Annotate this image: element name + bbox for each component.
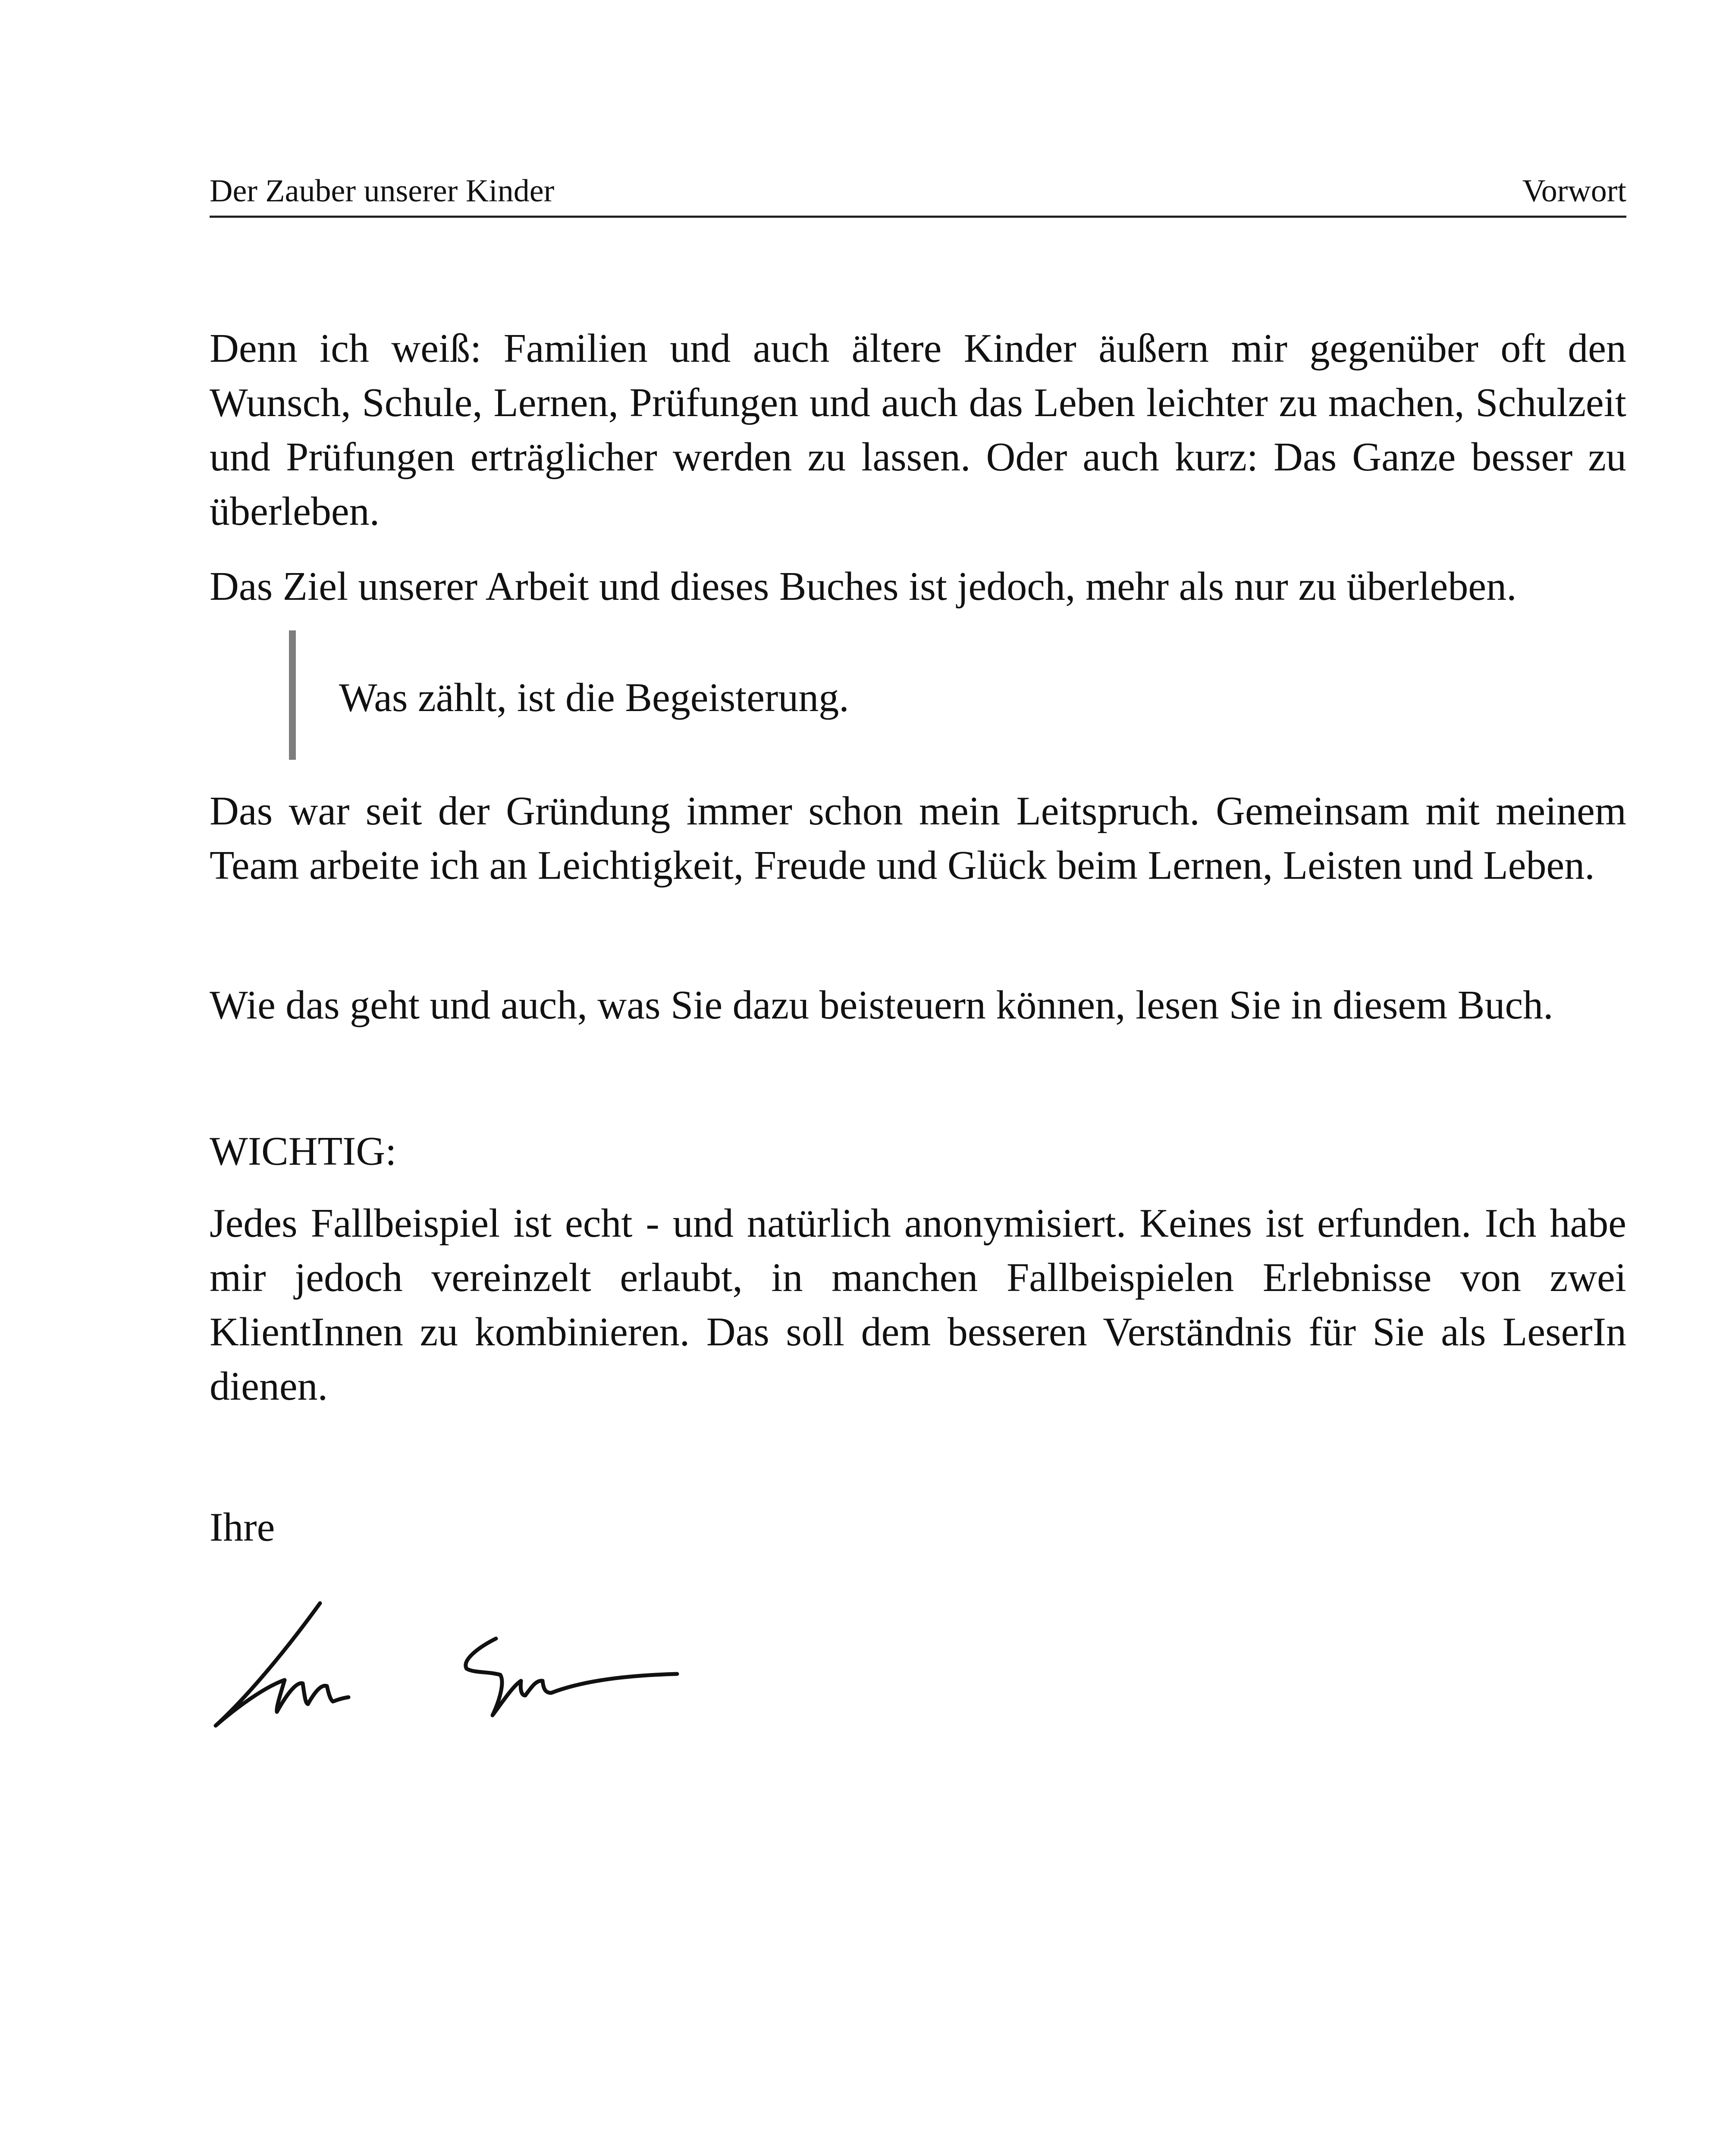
header-chapter: Vorwort bbox=[1522, 173, 1626, 209]
block-quote: Was zählt, ist die Begeisterung. bbox=[339, 675, 849, 720]
paragraph-goal: Das Ziel unserer Arbeit und dieses Buches ist jedoch, mehr als nur zu überleben. bbox=[210, 564, 1517, 609]
running-header bbox=[210, 168, 1626, 218]
quote-bar bbox=[289, 630, 296, 760]
important-heading: WICHTIG: bbox=[210, 1129, 397, 1174]
paragraph-intro: Denn ich weiß: Familien und auch ältere Kinder äußern mir gegenüber oft den Wunsch, Schule, Lernen, Prüfungen und auch das Leben leichter zu machen, Schulzeit und Prüfungen erträglicher werden zu lassen. Oder auch kurz: Das Ganze besser zu überleben. bbox=[210, 326, 1626, 534]
closing-salutation: Ihre bbox=[210, 1505, 275, 1550]
paragraph-case-examples: Jedes Fallbeispiel ist echt - und natürlich anonymisiert. Keines ist erfunden. Ich habe mir jedoch vereinzelt erlaubt, in manchen Fallbeispielen Erlebnisse von zwei KlientInnen zu kombinieren. Das soll dem besseren Verständnis für Sie als LeserIn dienen. bbox=[210, 1201, 1626, 1409]
paragraph-motto: Das war seit der Gründung immer schon mein Leitspruch. Gemeinsam mit meinem Team arbeite ich an Leichtigkeit, Freude und Glück beim Lernen, Leisten und Leben. bbox=[210, 789, 1626, 888]
handwritten-signature bbox=[203, 1595, 703, 1738]
header-book-title: Der Zauber unserer Kinder bbox=[210, 173, 555, 209]
paragraph-how: Wie das geht und auch, was Sie dazu beisteuern können, lesen Sie in diesem Buch. bbox=[210, 983, 1553, 1028]
